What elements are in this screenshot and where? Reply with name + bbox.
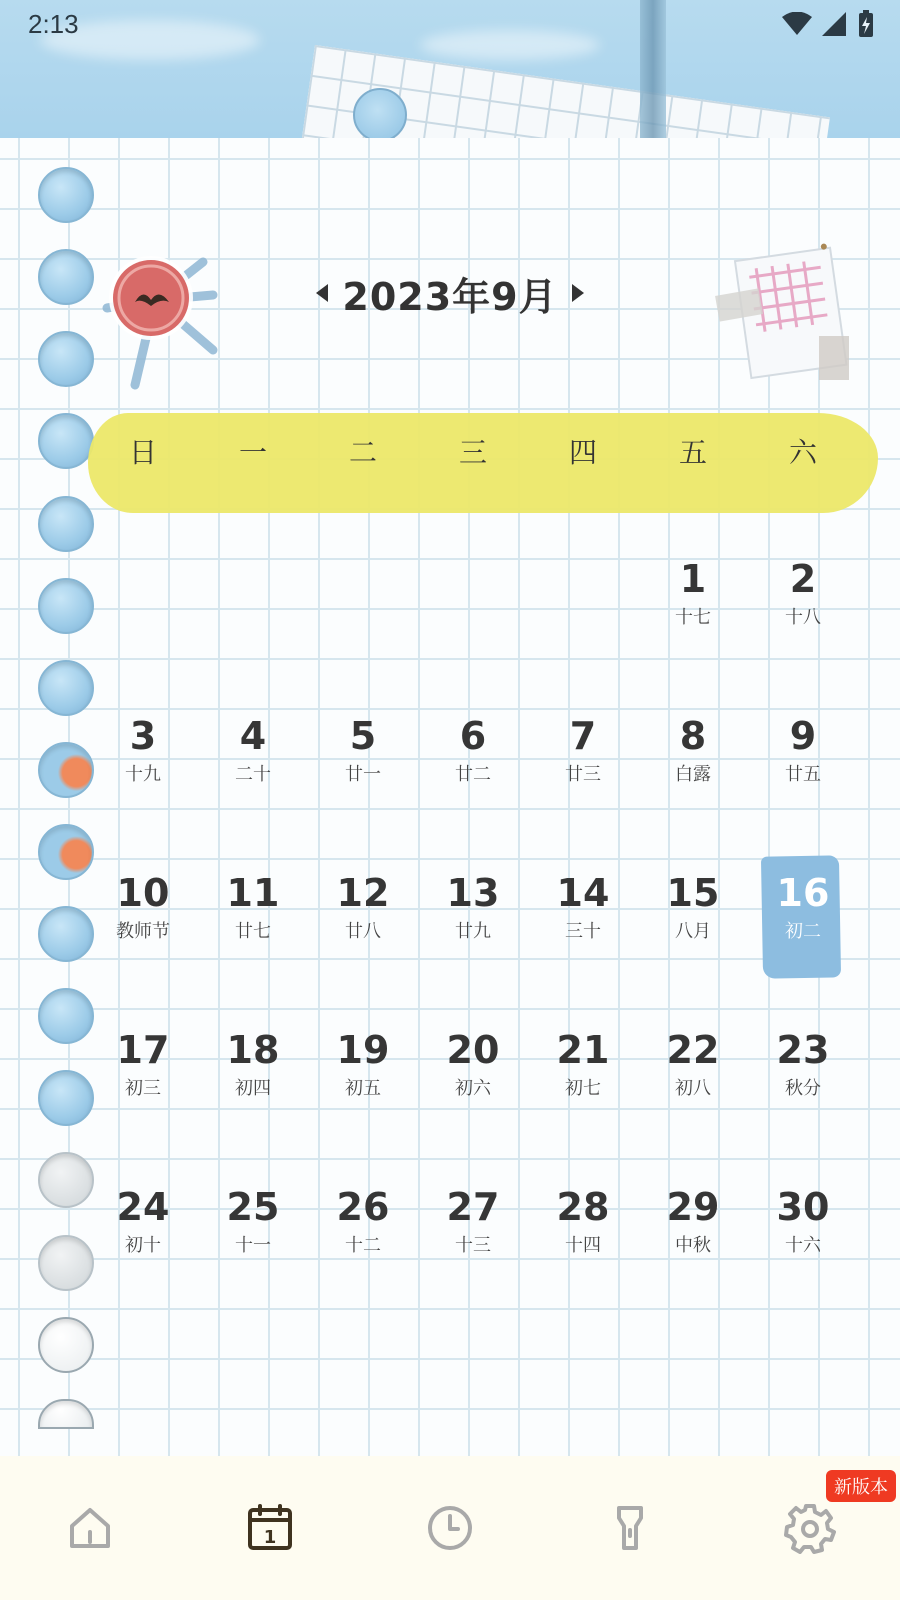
lunar-date: 廿一 (345, 764, 381, 785)
previous-month-button[interactable] (316, 284, 328, 302)
status-icons (782, 10, 874, 38)
day-number: 1 (679, 557, 707, 601)
day-cell-empty (418, 540, 528, 697)
weekday-label: 四 (568, 436, 597, 469)
binder-hole (38, 906, 94, 962)
day-number: 22 (666, 1028, 720, 1072)
day-cell-selected[interactable] (748, 854, 858, 1011)
day-number: 13 (446, 871, 500, 915)
day-number: 19 (336, 1028, 390, 1072)
binder-hole (38, 988, 94, 1044)
binder-hole (38, 496, 94, 552)
status-time: 2:13 (28, 9, 79, 39)
day-number: 25 (226, 1185, 280, 1229)
day-cell[interactable] (638, 1168, 748, 1325)
lunar-date: 十六 (785, 1235, 821, 1256)
lunar-date: 十八 (785, 607, 821, 628)
week-row (88, 540, 858, 697)
day-number: 21 (556, 1028, 610, 1072)
lunar-date: 三十 (565, 921, 601, 942)
lunar-date: 十七 (675, 607, 711, 628)
day-number: 20 (446, 1028, 500, 1072)
sun-sticker-icon (95, 250, 225, 390)
binder-hole (38, 578, 94, 634)
lunar-date: 十九 (125, 764, 161, 785)
lunar-date: 二十 (235, 764, 271, 785)
lunar-date: 廿三 (565, 764, 601, 785)
note-sticker-icon (715, 240, 865, 390)
binder-hole (38, 1070, 94, 1126)
day-cell[interactable] (528, 854, 638, 1011)
lunar-date: 廿五 (785, 764, 821, 785)
battery-icon (858, 10, 874, 38)
weekday-label: 日 (128, 436, 157, 469)
day-cell[interactable] (88, 697, 198, 854)
day-number: 14 (556, 871, 610, 915)
day-number: 5 (349, 714, 377, 758)
lunar-date: 廿八 (345, 921, 381, 942)
binder-hole (38, 413, 94, 469)
day-number: 2 (789, 557, 817, 601)
day-cell[interactable] (528, 1011, 638, 1168)
day-cell[interactable] (748, 540, 858, 697)
day-number: 8 (679, 714, 707, 758)
day-cell[interactable] (418, 1168, 528, 1325)
weekday-label: 一 (238, 436, 267, 469)
day-cell[interactable] (198, 1168, 308, 1325)
day-cell[interactable] (88, 1011, 198, 1168)
week-row (88, 697, 858, 854)
weekday-label: 六 (788, 436, 817, 469)
day-cell[interactable] (748, 1168, 858, 1325)
new-version-badge[interactable]: 新版本 (826, 1470, 896, 1502)
lunar-date: 初三 (125, 1078, 161, 1099)
lunar-date: 初五 (345, 1078, 381, 1099)
lunar-date: 廿七 (235, 921, 271, 942)
day-cell[interactable] (88, 854, 198, 1011)
day-number: 12 (336, 871, 390, 915)
day-cell[interactable] (748, 697, 858, 854)
lunar-date: 初七 (565, 1078, 601, 1099)
clock-icon (424, 1502, 476, 1554)
lunar-date: 十四 (565, 1235, 601, 1256)
day-cell-empty (308, 540, 418, 697)
day-number: 18 (226, 1028, 280, 1072)
weekday-label: 三 (458, 436, 487, 469)
day-number: 17 (116, 1028, 170, 1072)
calendar-icon-label: 1 (263, 1527, 277, 1548)
home-icon (64, 1502, 116, 1554)
week-row (88, 1011, 858, 1168)
day-number: 7 (569, 714, 597, 758)
day-cell-empty (88, 540, 198, 697)
day-cell[interactable] (418, 1011, 528, 1168)
day-cell[interactable] (638, 540, 748, 697)
binder-hole (38, 660, 94, 716)
day-number: 29 (666, 1185, 720, 1229)
lunar-date: 白露 (675, 764, 711, 785)
day-cell[interactable] (748, 1011, 858, 1168)
day-cell[interactable] (418, 697, 528, 854)
lunar-date: 中秋 (675, 1235, 711, 1256)
binder-hole (38, 331, 94, 387)
day-cell[interactable] (88, 1168, 198, 1325)
binder-ring-decoration (353, 88, 407, 138)
status-bar (0, 0, 900, 48)
day-cell[interactable] (638, 697, 748, 854)
day-cell[interactable] (638, 854, 748, 1011)
day-cell[interactable] (198, 697, 308, 854)
flashlight-icon (604, 1502, 656, 1554)
lunar-date: 十三 (455, 1235, 491, 1256)
calendar-grid (88, 540, 858, 1325)
lunar-date: 八月 (675, 921, 711, 942)
lunar-date: 廿九 (455, 921, 491, 942)
lunar-date: 十二 (345, 1235, 381, 1256)
week-row (88, 1168, 858, 1325)
nav-clock[interactable] (410, 1488, 490, 1568)
lunar-date: 十一 (235, 1235, 271, 1256)
day-number: 16 (776, 871, 830, 915)
nav-calendar[interactable] (230, 1488, 310, 1568)
lunar-date: 初六 (455, 1078, 491, 1099)
day-number: 9 (789, 714, 817, 758)
weekday-label: 五 (678, 436, 707, 469)
week-row (88, 854, 858, 1011)
binder-hole (38, 1235, 94, 1291)
day-number: 27 (446, 1185, 500, 1229)
binder-hole (38, 249, 94, 305)
day-number: 3 (129, 714, 157, 758)
nav-home[interactable] (50, 1488, 130, 1568)
day-cell[interactable] (638, 1011, 748, 1168)
day-number: 30 (776, 1185, 830, 1229)
day-cell[interactable] (528, 697, 638, 854)
day-number: 24 (116, 1185, 170, 1229)
weekday-label: 二 (348, 436, 377, 469)
lunar-date: 初十 (125, 1235, 161, 1256)
day-cell[interactable] (308, 1168, 418, 1325)
lunar-date: 教师节 (116, 921, 170, 942)
day-cell[interactable] (418, 854, 528, 1011)
binder-hole (38, 1317, 94, 1373)
month-title: 2023年9月 (342, 274, 558, 319)
day-cell-empty (528, 540, 638, 697)
day-cell-empty (198, 540, 308, 697)
day-number: 26 (336, 1185, 390, 1229)
binder-hole (38, 824, 94, 880)
day-number: 11 (226, 871, 280, 915)
lunar-date: 廿二 (455, 764, 491, 785)
nav-flashlight[interactable] (590, 1488, 670, 1568)
day-number: 10 (116, 871, 170, 915)
day-number: 15 (666, 871, 720, 915)
day-cell[interactable] (198, 1011, 308, 1168)
day-cell[interactable] (308, 697, 418, 854)
settings-icon (784, 1502, 836, 1554)
day-cell[interactable] (198, 854, 308, 1011)
binder-hole (38, 1152, 94, 1208)
day-cell[interactable] (528, 1168, 638, 1325)
bottom-navigation (0, 1456, 900, 1600)
day-number: 4 (239, 714, 267, 758)
day-cell[interactable] (308, 1011, 418, 1168)
lunar-date: 初四 (235, 1078, 271, 1099)
binder-hole (38, 167, 94, 223)
day-number: 23 (776, 1028, 830, 1072)
month-navigation (290, 268, 610, 318)
lunar-date: 初二 (785, 921, 821, 942)
lunar-date: 秋分 (785, 1078, 821, 1099)
lunar-date: 初八 (675, 1078, 711, 1099)
signal-icon (822, 12, 848, 36)
calendar-icon (244, 1502, 296, 1554)
day-number: 28 (556, 1185, 610, 1229)
wifi-icon (782, 12, 812, 36)
day-cell[interactable] (308, 854, 418, 1011)
binder-hole (38, 742, 94, 798)
weekday-header (88, 430, 878, 490)
next-month-button[interactable] (572, 284, 584, 302)
day-number: 6 (459, 714, 487, 758)
